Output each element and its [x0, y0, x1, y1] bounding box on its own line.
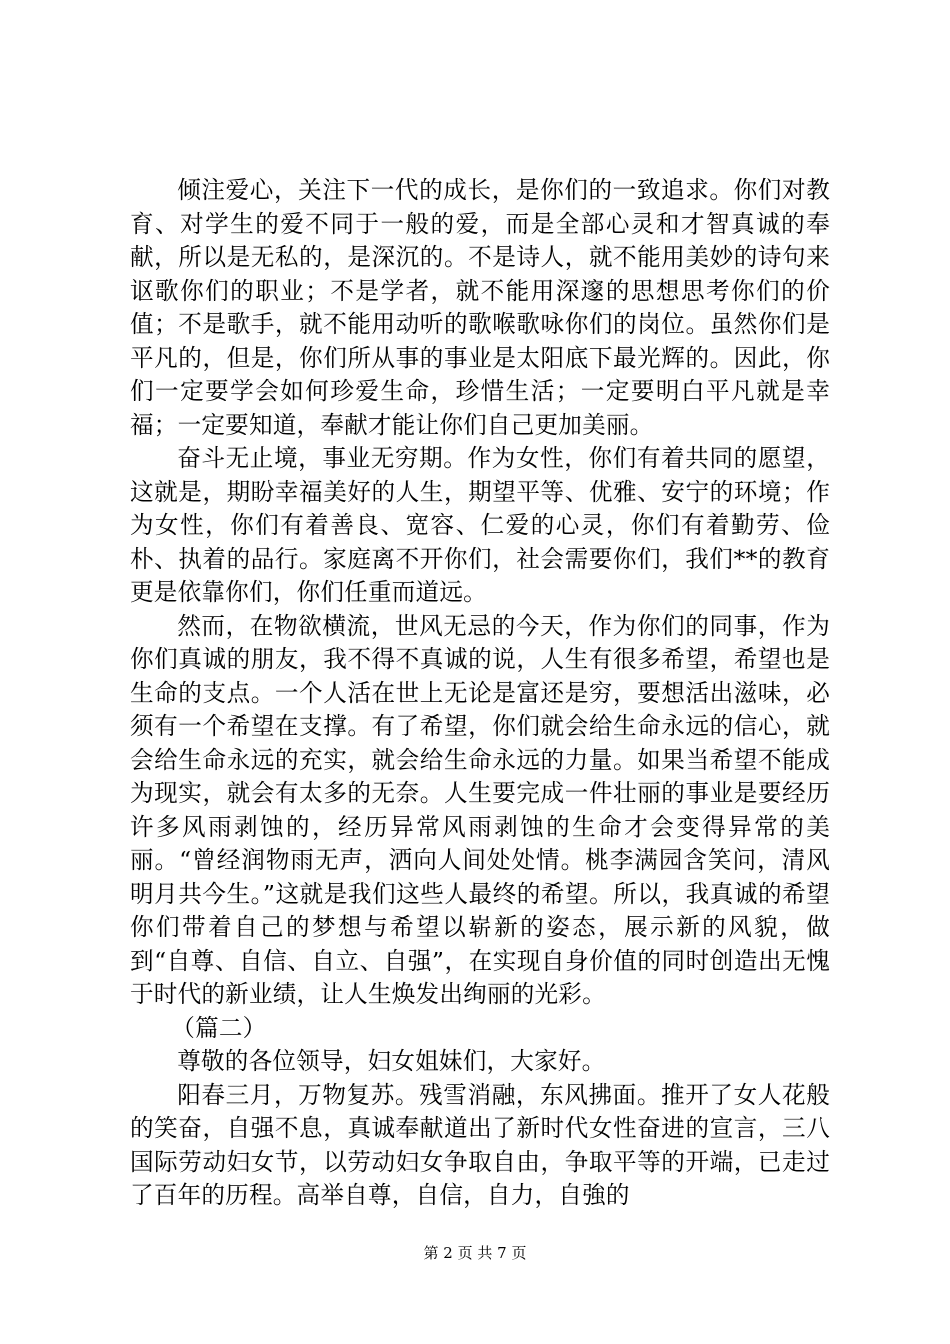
paragraph-2: 奋斗无止境，事业无穷期。作为女性，你们有着共同的愿望，这就是，期盼幸福美好的人生，期望平等、优雅、安宁的环境；作为女性，你们有着善良、宽容、仁爱的心灵，你们有着勤劳、俭朴、执着的品行。家庭离不开你们，社会需要你们，我们**的教育更是依靠你们，你们任重而道远。: [130, 444, 830, 606]
paragraph-last: 阳春三月，万物复苏。残雪消融，东风拂面。推开了女人花般的笑奋，自强不息，真诚奉献道出了新时代女性奋进的宣言，三八国际劳动妇女节，以劳动妇女争取自由，争取平等的开端，已走过了百年的历程。高举自尊，自信，自力，自強的: [130, 1080, 830, 1209]
greeting-paragraph: 尊敬的各位领导，妇女姐妹们，大家好。: [177, 1047, 606, 1075]
section-label: （篇二）: [171, 1013, 267, 1042]
page-footer: 第 2 页 共 7 页: [423, 1244, 527, 1262]
document-page: [130, 174, 830, 1213]
paragraph-3: 然而，在物欲横流，世风无忌的今天，作为你们的同事，作为你们真诚的朋友，我不得不真诚的说，人生有很多希望，希望也是生命的支点。一个人活在世上无论是富还是穷，要想活出滋味，必须有一个希望在支撑。有了希望，你们就会给生命永远的信心，就会给生命永远的充实，就会给生命永远的力量。如果当希望不能成为现实，就会有太多的无奈。人生要完成一件壮丽的事业是要经历许多风雨剥蚀的，经历异常风雨剥蚀的生命才会变得异常的美丽。“曾经润物雨无声，洒向人间处处情。桃李满园含笑问，清风明月共今生。”这就是我们这些人最终的希望。所以，我真诚的希望你们带着自己的梦想与希望以崭新的姿态，展示新的风貌，做到“自尊、自信、自立、自强”，在实现自身价值的同时创造出无愧于时代的新业绩，让人生焕发出绚丽的光彩。: [130, 611, 830, 1008]
paragraph-1: 倾注爱心，关注下一代的成长，是你们的一致追求。你们对教育、对学生的爱不同于一般的爱，而是全部心灵和才智真诚的奉献，所以是无私的，是深沉的。不是诗人，就不能用美妙的诗句来讴歌你们的职业；不是学者，就不能用深邃的思想思考你们的价值；不是歌手，就不能用动听的歌喉歌咏你们的岗位。虽然你们是平凡的，但是，你们所从事的事业是太阳底下最光辉的。因此，你们一定要学会如何珍爱生命，珍惜生活；一定要明白平凡就是幸福；一定要知道，奉献才能让你们自己更加美丽。: [130, 176, 830, 439]
